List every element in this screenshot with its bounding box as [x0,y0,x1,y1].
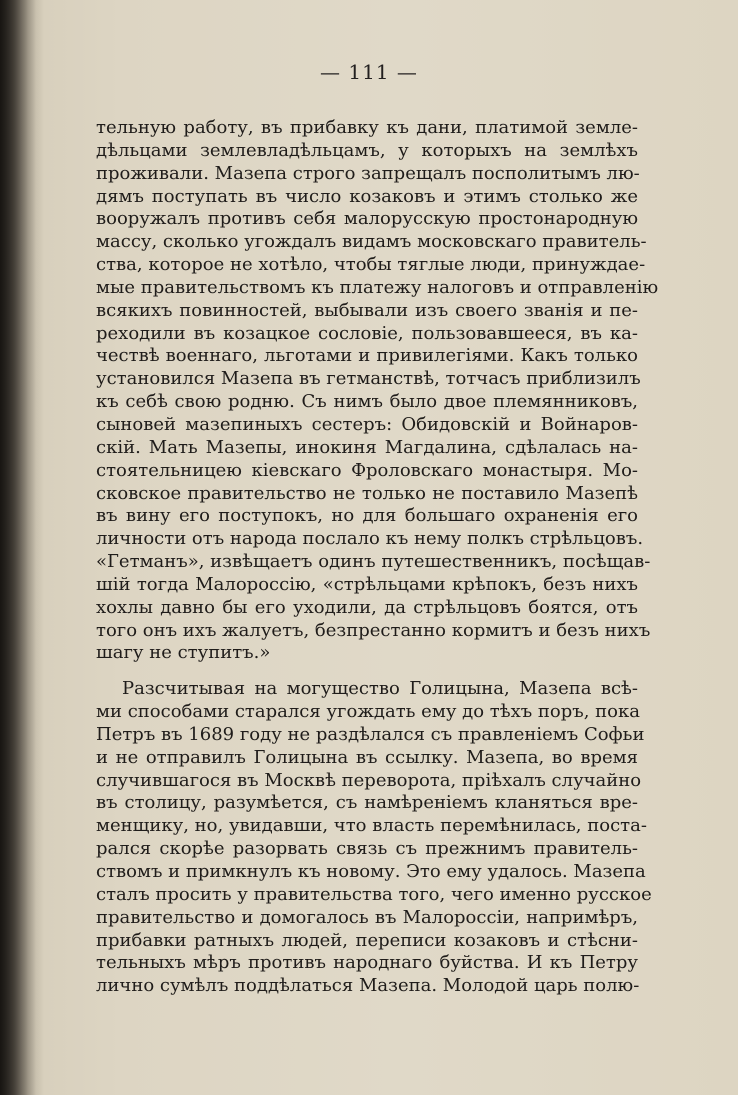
text-line: правительство и домогалось въ Малороссіи, напримѣръ, [96,906,638,928]
text-line: вооружалъ противъ себя малорусскую простонародную [96,208,638,230]
text-line: ми способами старался угождать ему до тѣхъ поръ, пока [96,701,640,723]
text-line: ства, которое не хотѣло, чтобы тяглые люди, принуждае- [96,254,646,276]
text-line: въ вину его поступокъ, но для большаго охраненія его [96,505,638,527]
text-line: скій. Мать Мазепы, инокиня Магдалина, сдѣлалась на- [96,436,638,458]
text-line: реходили въ козацкое сословіе, пользовавшееся, въ ка- [96,322,638,344]
text-line: прибавки ратныхъ людей, переписи козаковъ и стѣсни- [96,929,638,951]
text-line: шагу не ступитъ.» [96,642,271,664]
text-line: личности отъ народа послало къ нему полкъ стрѣльцовъ. [96,528,644,550]
text-line: всякихъ повинностей, выбывали изъ своего званія и пе- [96,299,638,321]
text-line: стоятельницею кіевскаго Фроловскаго монастыря. Мо- [96,459,638,481]
text-line: мые правительствомъ къ платежу налоговъ и отправленію [96,276,659,298]
text-line: лично сумѣлъ поддѣлаться Мазепа. Молодой царь полю- [96,975,640,997]
text-line: шій тогда Малороссію, «стрѣльцами крѣпокъ, безъ нихъ [96,573,638,595]
paragraph-1 [96,117,659,665]
text-line: тельныхъ мѣръ противъ народнаго буйства. И къ Петру [96,952,638,974]
text-line: Петръ въ 1689 году не раздѣлался съ правленіемъ Софьи [96,723,645,745]
text-line: менщику, но, увидавши, что власть перемѣнилась, поста- [96,815,647,837]
text-line: въ столицу, разумѣется, съ намѣреніемъ кланяться вре- [96,792,638,814]
text-line: рался скорѣе разорвать связь съ прежнимъ правитель- [96,838,638,860]
text-line: сталъ просить у правительства того, чего именно русское [96,883,652,905]
text-line: и не отправилъ Голицына въ ссылку. Мазепа, во время [96,746,638,768]
text-line: «Гетманъ», извѣщаетъ одинъ путешественникъ, посѣщав- [96,551,651,573]
text-line: чествѣ военнаго, льготами и привилегіями. Какъ только [96,345,638,367]
text-line: дѣльцами землевладѣльцамъ, у которыхъ на землѣхъ [96,139,638,161]
text-line: хохлы давно бы его уходили, да стрѣльцовъ боятся, отъ [96,596,638,618]
text-line: проживали. Мазепа строго запрещалъ посполитымъ лю- [96,162,640,184]
text-line: дямъ поступать въ число козаковъ и этимъ столько же [96,185,638,207]
text-line: тельную работу, въ прибавку къ дани, платимой земле- [96,117,638,138]
text-line: установился Мазепа въ гетманствѣ, тотчасъ приблизилъ [96,368,641,390]
text-line: сыновей мазепиныхъ сестеръ: Обидовскій и Войнаров- [96,413,638,435]
text-line: случившагося въ Москвѣ переворота, пріѣхалъ случайно [96,769,642,791]
page-number: — 111 — [320,60,418,84]
text-line: сковское правительство не только не поставило Мазепѣ [96,482,638,504]
text-block [96,117,659,998]
book-spine-shadow [0,0,36,1095]
paragraph-2 [96,678,652,998]
text-line: ствомъ и примкнулъ къ новому. Это ему удалось. Мазепа [96,861,646,882]
text-line: Разсчитывая на могущество Голицына, Мазепа всѣ- [122,678,638,700]
text-line: къ себѣ свою родню. Съ нимъ было двое племянниковъ, [96,391,638,413]
text-line: того онъ ихъ жалуетъ, безпрестанно кормитъ и безъ нихъ [96,619,651,641]
text-line: массу, сколько угождалъ видамъ московскаго правитель- [96,231,647,253]
